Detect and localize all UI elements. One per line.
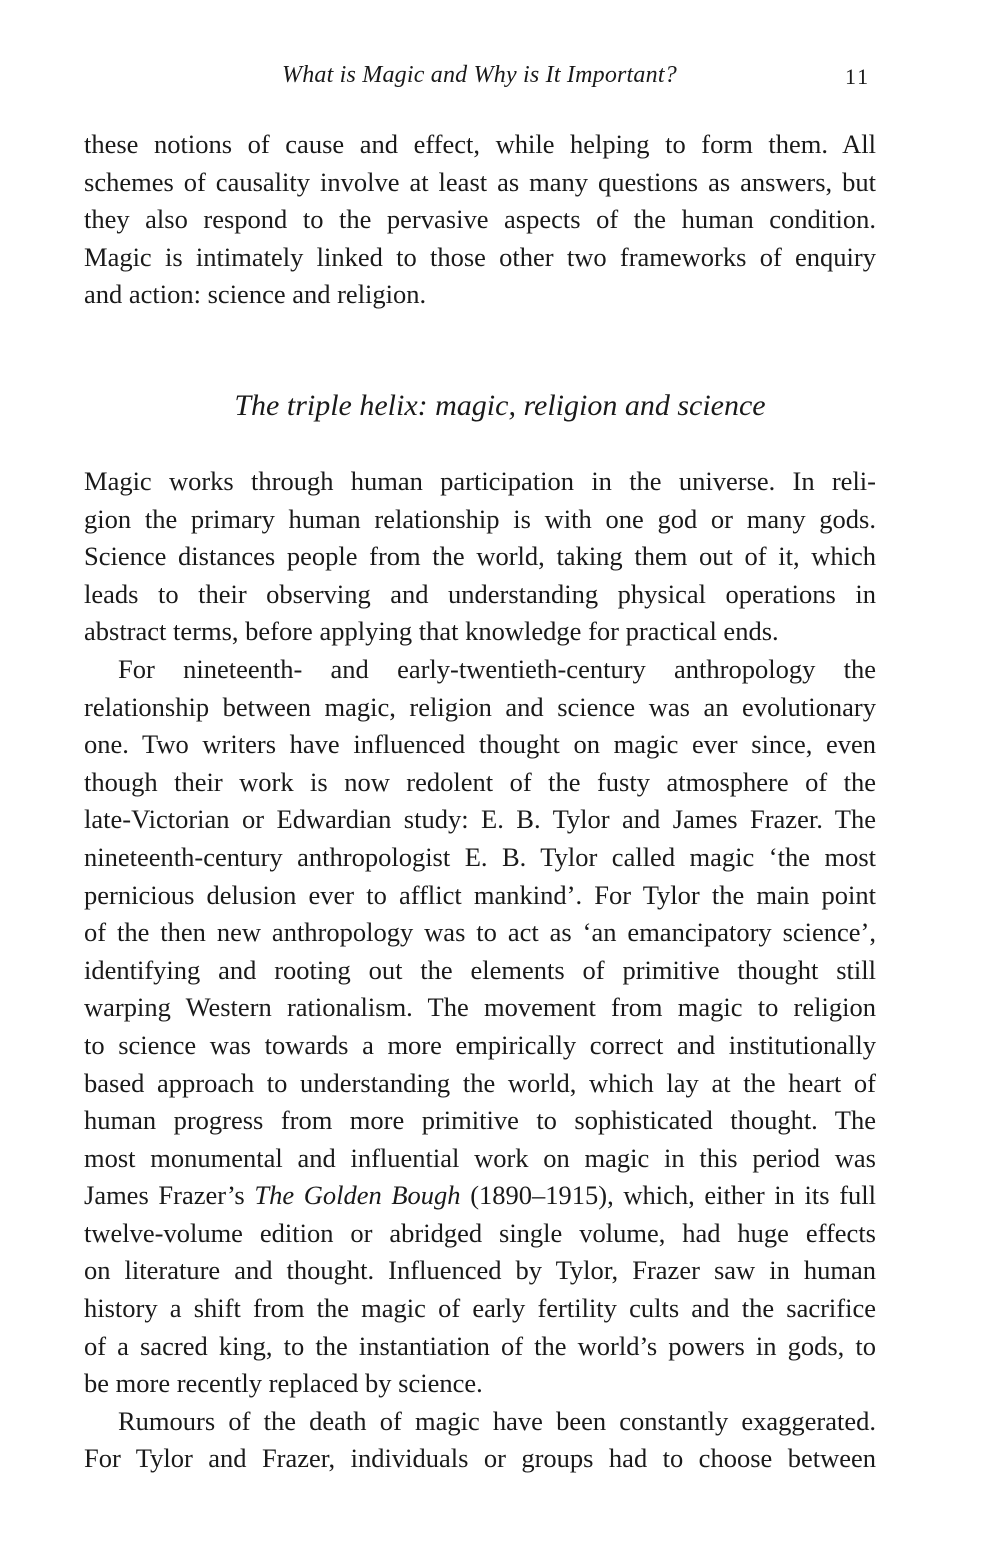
text-line: most monumental and influential work on magic in this period was xyxy=(84,1142,876,1173)
text-line: of the then new anthropology was to act as ‘an emancipatory science’, xyxy=(84,917,876,948)
text-line: based approach to understanding the world, which lay at the heart of xyxy=(84,1067,876,1098)
text-line-book-title xyxy=(84,1177,876,1215)
paragraph-1 xyxy=(84,126,876,314)
text-line: identifying and rooting out the elements of primitive thought still xyxy=(84,954,876,985)
text-line: For Tylor and Frazer, individuals or groups had to choose between xyxy=(84,1443,876,1474)
text-line: history a shift from the magic of early fertility cults and the sacrifice xyxy=(84,1293,876,1324)
text-line: nineteenth-century anthropologist E. B. Tylor called magic ‘the most xyxy=(84,841,876,872)
text-line: late-Victorian or Edwardian study: E. B. Tylor and James Frazer. The xyxy=(84,804,876,835)
text-line: warping Western rationalism. The movement from magic to religion xyxy=(84,992,876,1023)
section-heading-text: The triple helix: magic, religion and science xyxy=(234,389,766,422)
running-head xyxy=(0,62,1000,98)
text-fragment: James Frazer’s xyxy=(84,1180,255,1211)
text-line: twelve-volume edition or abridged single volume, had huge effects xyxy=(84,1217,876,1248)
page-number: 11 xyxy=(845,64,871,89)
text-line: human progress from more primitive to sophisticated thought. The xyxy=(84,1105,876,1136)
text-line: abstract terms, before applying that knowledge for practical ends. xyxy=(84,616,779,647)
text-fragment: (1890–1915), which, either in its full xyxy=(460,1180,876,1211)
section-heading xyxy=(0,384,1000,428)
book-title-the-golden-bough: The Golden Bough xyxy=(254,1180,461,1211)
text-line: Magic is intimately linked to those other two frameworks of enquiry xyxy=(84,241,876,272)
text-line: gion the primary human relationship is with one god or many gods. xyxy=(84,503,876,534)
text-line: Magic works through human participation in the universe. In reli- xyxy=(84,466,876,496)
body-text xyxy=(84,463,876,1478)
text-line: schemes of causality involve at least as many questions as answers, but xyxy=(84,166,876,197)
text-line: these notions of cause and effect, while helping to form them. All xyxy=(84,129,876,159)
text-line: and action: science and religion. xyxy=(84,279,427,310)
text-line: one. Two writers have influenced thought on magic ever since, even xyxy=(84,729,876,760)
text-line: leads to their observing and understanding physical operations in xyxy=(84,578,876,609)
text-line: they also respond to the pervasive aspects of the human condition. xyxy=(84,204,876,235)
text-line: on literature and thought. Influenced by Tylor, Frazer saw in human xyxy=(84,1255,876,1286)
text-line: be more recently replaced by science. xyxy=(84,1368,483,1399)
text-line: of a sacred king, to the instantiation of the world’s powers in gods, to xyxy=(84,1330,876,1361)
text-line: Science distances people from the world, taking them out of it, which xyxy=(84,541,876,572)
text-line: to science was towards a more empirically correct and institutionally xyxy=(84,1029,876,1060)
text-line: For nineteenth- and early-twentieth-century anthropology the xyxy=(118,653,876,684)
running-head-title: What is Magic and Why is It Important? xyxy=(282,62,677,88)
text-line: pernicious delusion ever to afflict mankind’. For Tylor the main point xyxy=(84,879,876,910)
text-line: Rumours of the death of magic have been constantly exaggerated. xyxy=(118,1405,876,1436)
text-line: though their work is now redolent of the fusty atmosphere of the xyxy=(84,766,876,797)
text-line: relationship between magic, religion and science was an evolutionary xyxy=(84,691,876,722)
